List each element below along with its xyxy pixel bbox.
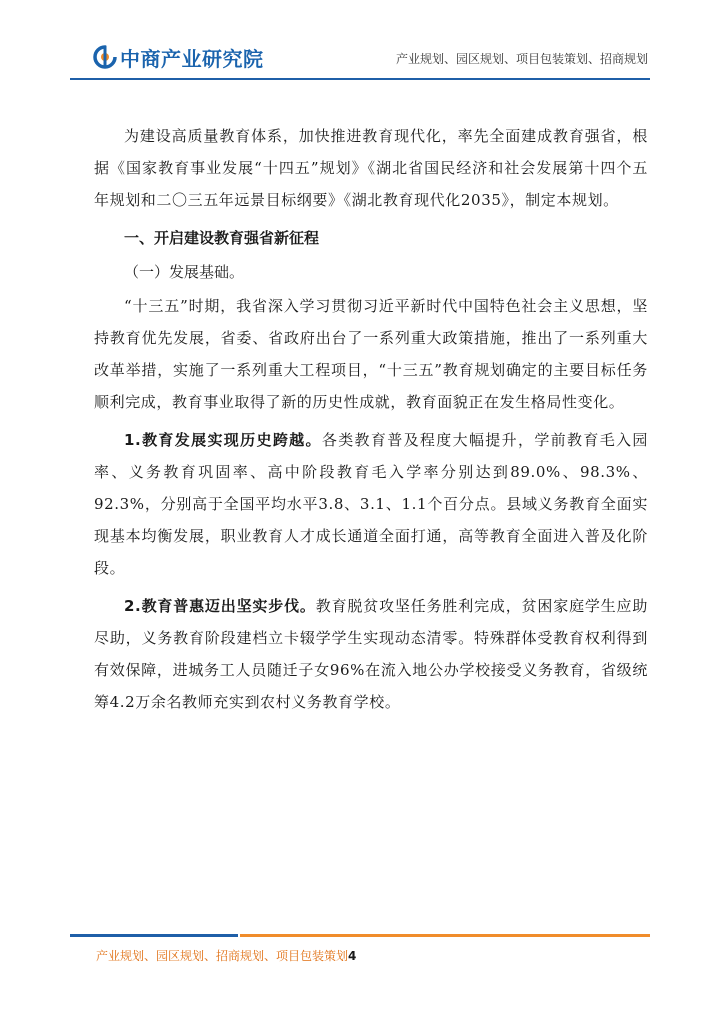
point-2-lead: 2.教育普惠迈出坚实步伐。 xyxy=(124,597,316,615)
point-1-lead: 1.教育发展实现历史跨越。 xyxy=(124,431,322,449)
section-heading: 一、开启建设教育强省新征程 xyxy=(124,229,320,247)
intro-paragraph: 为建设高质量教育体系，加快推进教育现代化，率先全面建成教育强省，根据《国家教育事业发展“十四五”规划》《湖北省国民经济和社会发展第十四个五年规划和二〇三五年远景目标纲要》《湖北教育现代化2035》，制定本规划。 xyxy=(94,127,648,209)
logo-text: 中商产业研究院 xyxy=(120,46,264,71)
logo-icon xyxy=(93,45,117,69)
footer-tagline: 产业规划、园区规划、招商规划、项目包装策划 xyxy=(96,949,349,963)
header-divider xyxy=(70,78,650,80)
point-1-text: 各类教育普及程度大幅提升，学前教育毛入园率、义务教育巩固率、高中阶段教育毛入学率分别达到89.0%、98.3%、92.3%，分别高于全国平均水平3.8、3.1、1.1个百分点。县域义务教育全面实现基本均衡发展，职业教育人才成长通道全面打通，高等教育全面进入普及化阶段。 xyxy=(94,431,648,577)
document-body xyxy=(94,120,648,718)
point-2-text: 教育脱贫攻坚任务胜利完成，贫困家庭学生应助尽助，义务教育阶段建档立卡辍学学生实现动态清零。特殊群体受教育权利得到有效保障，进城务工人员随迁子女96%在流入地公办学校接受义务教育，省级统筹4.2万余名教师充实到农村义务教育学校。 xyxy=(94,597,648,711)
page-number: 4 xyxy=(348,949,357,963)
point-1-paragraph xyxy=(94,424,648,584)
logo xyxy=(93,42,264,72)
header-tagline: 产业规划、园区规划、项目包装策划、招商规划 xyxy=(395,52,648,66)
footer-divider-blue xyxy=(70,934,238,937)
point-2-paragraph xyxy=(94,590,648,718)
paragraph-development-foundation: “十三五”时期，我省深入学习贯彻习近平新时代中国特色社会主义思想，坚持教育优先发展，省委、省政府出台了一系列重大政策措施，推出了一系列重大改革举措，实施了一系列重大工程项目，“十三五”教育规划确定的主要目标任务顺利完成，教育事业取得了新的历史性成就，教育面貌正在发生格局性变化。 xyxy=(94,297,648,411)
page-footer xyxy=(96,947,356,964)
page-header xyxy=(0,0,724,82)
footer-divider-orange xyxy=(240,934,650,937)
subsection-heading: （一）发展基础。 xyxy=(124,263,245,281)
